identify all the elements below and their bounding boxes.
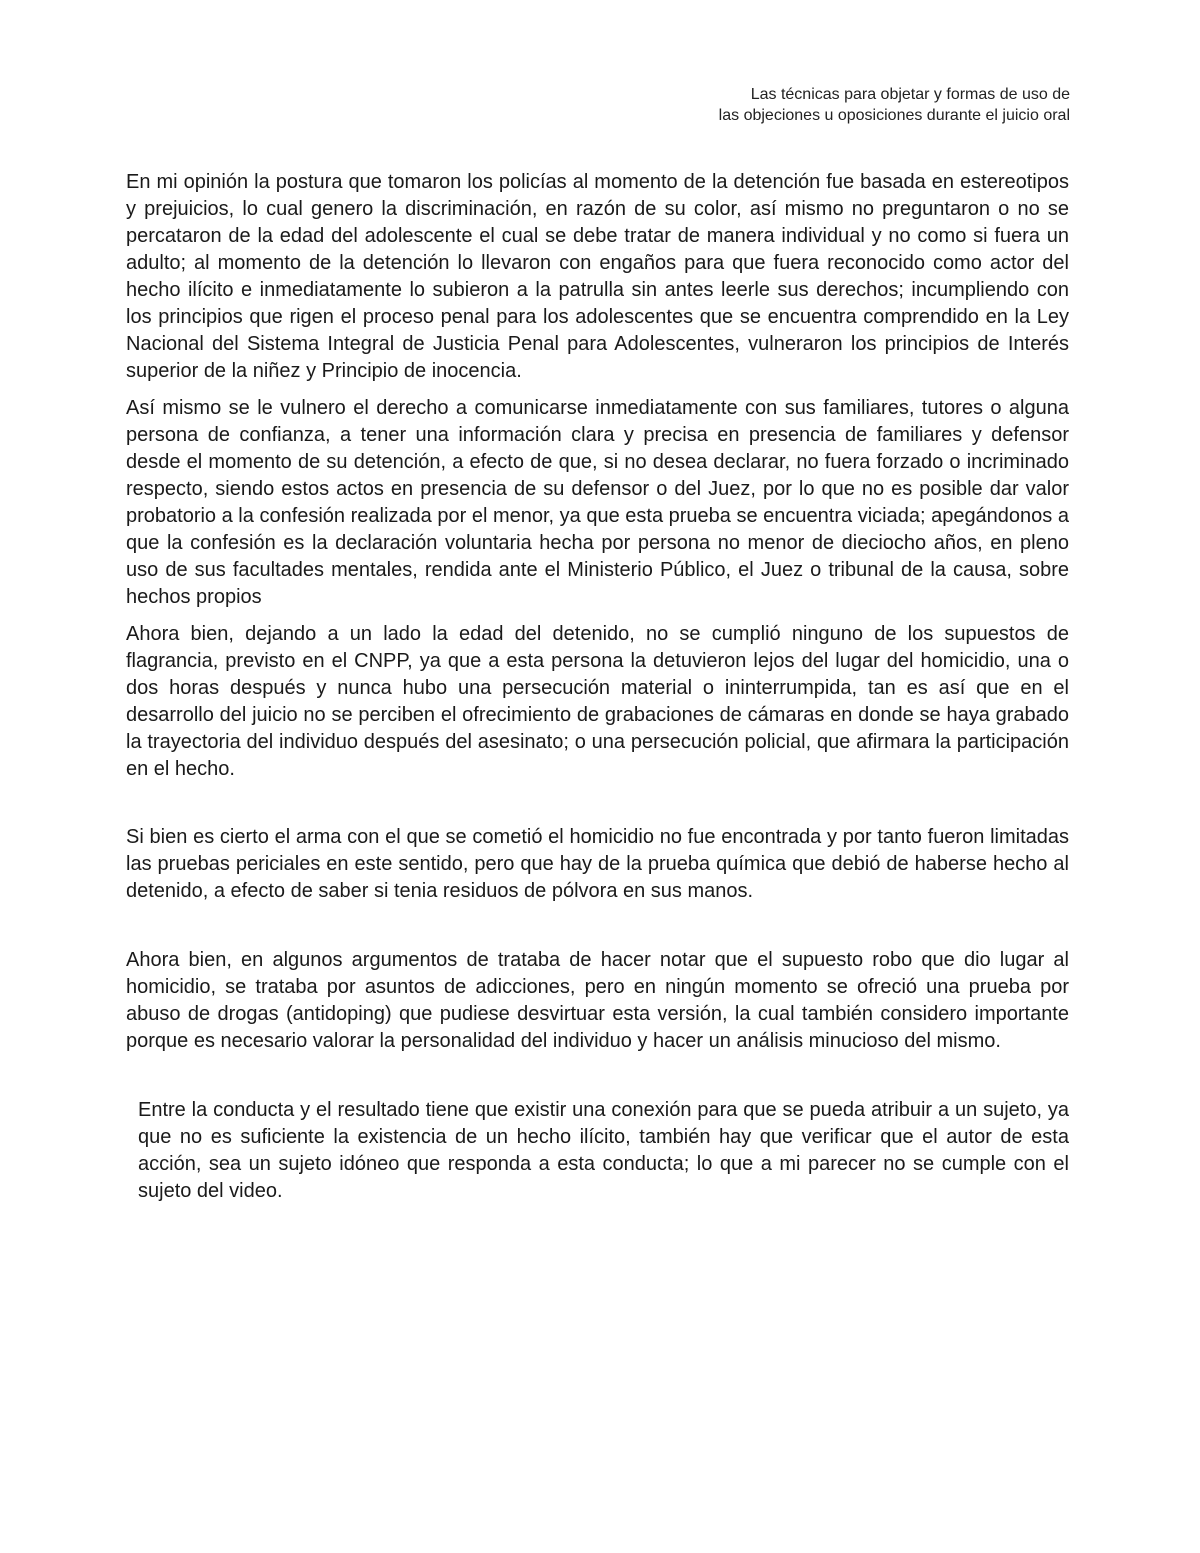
page-header — [719, 84, 1070, 126]
header-line-1: Las técnicas para objetar y formas de uso de — [750, 86, 1070, 103]
paragraph-2: Así mismo se le vulnero el derecho a comunicarse inmediatamente con sus familiares, tutores o alguna persona de confianza, a tener una información clara y precisa en presencia de familiares y defensor desde el momento de su detención, a efecto de que, si no desea declarar, no fuera forzado o incriminado respecto, siendo estos actos en presencia de su defensor o del Juez, por lo que no es posible dar valor probatorio a la confesión realizada por el menor, ya que esta prueba se encuentra viciada; apegándonos a que la confesión es la declaración voluntaria hecha por persona no menor de dieciocho años, en pleno uso de sus facultades mentales, rendida ante el Ministerio Público, el Juez o tribunal de la causa, sobre hechos propios — [126, 397, 1069, 608]
header-line-2: las objeciones u oposiciones durante el juicio oral — [718, 107, 1070, 124]
paragraph-4: Si bien es cierto el arma con el que se cometió el homicidio no fue encontrada y por tanto fueron limitadas las pruebas periciales en este sentido, pero que hay de la prueba química que debió de haberse hecho al detenido, a efecto de saber si tenia residuos de pólvora en sus manos. — [126, 826, 1069, 902]
paragraph-5: Ahora bien, en algunos argumentos de trataba de hacer notar que el supuesto robo que dio lugar al homicidio, se trataba por asuntos de adicciones, pero en ningún momento se ofreció una prueba por abuso de drogas (antidoping) que pudiese desvirtuar esta versión, la cual también considero importante porque es necesario valorar la personalidad del individuo y hacer un análisis minucioso del mismo. — [126, 949, 1069, 1052]
paragraph-3: Ahora bien, dejando a un lado la edad del detenido, no se cumplió ninguno de los supuestos de flagrancia, previsto en el CNPP, ya que a esta persona la detuvieron lejos del lugar del homicidio, una o dos horas después y nunca hubo una persecución material o ininterrumpida, tan es así que en el desarrollo del juicio no se perciben el ofrecimiento de grabaciones de cámaras en donde se haya grabado la trayectoria del individuo después del asesinato; o una persecución policial, que afirmara la participación en el hecho. — [126, 623, 1069, 780]
paragraph-6: Entre la conducta y el resultado tiene que existir una conexión para que se pueda atribuir a un sujeto, ya que no es suficiente la existencia de un hecho ilícito, también hay que verificar que el autor de esta acción, sea un sujeto idóneo que responda a esta conducta; lo que a mi parecer no se cumple con el sujeto del video. — [138, 1099, 1069, 1202]
document-body — [126, 169, 1069, 1205]
paragraph-1: En mi opinión la postura que tomaron los policías al momento de la detención fue basada en estereotipos y prejuicios, lo cual genero la discriminación, en razón de su color, así mismo no preguntaron o no se percataron de la edad del adolescente el cual se debe tratar de manera individual y no como si fuera un adulto; al momento de la detención lo llevaron con engaños para que fuera reconocido como actor del hecho ilícito e inmediatamente lo subieron a la patrulla sin antes leerle sus derechos; incumpliendo con los principios que rigen el proceso penal para los adolescentes que se encuentra comprendido en la Ley Nacional del Sistema Integral de Justicia Penal para Adolescentes, vulneraron los principios de Interés superior de la niñez y Principio de inocencia. — [126, 171, 1069, 382]
